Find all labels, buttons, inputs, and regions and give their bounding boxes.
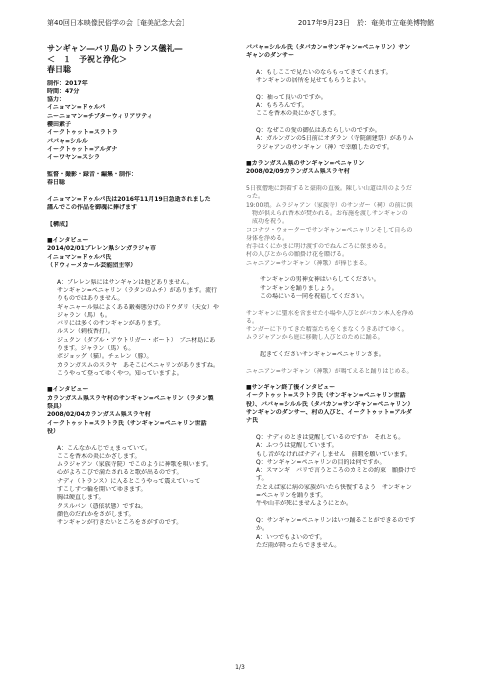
section-heading: ■インタビュー <box>47 237 89 245</box>
page-number: 1/3 <box>235 664 245 671</box>
body-line: る。 <box>246 317 259 325</box>
header-date-venue: 2017年9月23日 於：奄美市立奄美博物館 <box>297 19 434 27</box>
body-line: サンガーに下りてきた精霊たちをくまなくうきあげてゆく。 <box>246 326 408 334</box>
body-line: 顔色のだれかをさがします。 <box>57 510 135 518</box>
credit-line: 櫻田素子 <box>47 120 72 128</box>
credit-line: 制作：2017年 <box>47 79 88 87</box>
section-heading: 2014/02/01プレレン県シンガラジャ市 <box>47 245 156 253</box>
section-heading: 2008/02/04カランガスム県スラヤ村 <box>47 411 151 419</box>
dedication-line: 謹んでこの作品を御魂に捧げます <box>47 203 138 211</box>
song-line: サンギャンを踊りましょう。 <box>260 284 338 292</box>
body-line: った。 <box>246 193 265 201</box>
body-line: 身体を浄める。 <box>246 234 289 242</box>
body-line: 成功を祝う。 <box>246 218 289 226</box>
body-line: バリには多くのサンギャンがあります。 <box>57 320 165 328</box>
right-column <box>246 44 440 550</box>
section-heading: ■サンギャン終了後インタビュー <box>246 384 336 392</box>
interview-3-body <box>246 434 440 550</box>
body-line: 19:00頃。ムラジャアン（家族寺）のサンガー（祠）の前に供 <box>246 201 413 209</box>
left-column <box>47 44 243 528</box>
section-heading: ババャ=シルル氏（タバカン=サンギャン=ペニャリン）サン <box>246 44 411 51</box>
song-1 <box>246 276 440 301</box>
dedication-line: イニョマン=ドゥルパ氏は2016年11月19日急逝されました <box>47 195 211 203</box>
body-line: =ペニャリンを踊ります。 <box>256 492 327 500</box>
body-line: ニャニアン=サンギャン（神歌）が捧じまる。 <box>246 259 371 267</box>
credit-line: 協力： <box>47 96 66 104</box>
section-heading: イークトゥット=スラトラ氏（サンギャン=ペニャリン世話 <box>246 392 406 400</box>
credit-line: ババャ=シルル <box>47 137 88 145</box>
body-line: クスルバン（憑依状態）ですね。 <box>57 502 147 510</box>
body-line: ニャニアン=サンギャン（神歌）が鳴てえると踊りはじめる。 <box>246 367 413 375</box>
section-heading: ■インタビュー <box>47 386 89 394</box>
credit-line: イークトゥット=スラトラ <box>47 129 118 137</box>
section-heading: イークトゥット=スラトラ氏（サンギャン=ペニャリン世話 <box>47 419 207 427</box>
body-line: A：もちろんです。 <box>256 102 308 110</box>
body-line: ジャラン（馬）も。 <box>57 311 111 319</box>
body-line: A：もしここで見たいのならもってきてくれます。 <box>256 68 392 76</box>
section-2-body <box>246 185 440 268</box>
credit-line: イニョマン=ドゥルパ <box>47 104 106 112</box>
body-line: A：こんなかんじでぇまっていて。 <box>57 444 151 452</box>
section-heading: 役） <box>47 427 60 435</box>
film-subtitle: ＜ １ 予祝と浄化＞ <box>47 54 127 64</box>
body-line: こうやって登ってゆくやつ。知っていますよ。 <box>57 369 183 377</box>
film-title: サンギャン―バリ島のトランス儀礼― <box>47 44 183 53</box>
body-line: もし音がなければナディしません 前暇を願いています。 <box>256 450 412 458</box>
body-line: A：スマンギ バリで言うところのカミとの約束 願掛けで <box>256 467 416 475</box>
body-line: 胸は硬直します。 <box>57 494 105 502</box>
body-line: 牛や山羊が死にませんようにとか。 <box>256 500 353 508</box>
staff-line: 春日聡 <box>47 179 66 187</box>
body-line: Q：ナディのときは覚醒しているのですか それとも。 <box>256 433 405 441</box>
body-line: 右手はくにかまに明け渡すのでねんごろに保まめる。 <box>246 243 391 251</box>
section-3-body <box>246 310 440 343</box>
body-line: サンギャンの居所を見せてもらうとよい。 <box>256 77 370 85</box>
body-line: ギャニャール県によくある鍛奏態分けのドウダリ（天女）や <box>57 303 219 311</box>
body-line: ここを香木の炎にかざします。 <box>256 110 340 118</box>
body-line: す。 <box>256 475 268 483</box>
body-line: ムラジャアン（家族寺院）でこのように神歌を唄います。 <box>57 461 213 469</box>
song-line: この場にいる一同を祝福してください。 <box>260 292 369 300</box>
body-line: Q：サンギャン=ペニャリンの目的は何ですか。 <box>256 458 386 466</box>
intro-body <box>246 69 440 152</box>
body-line: ココナツ・ウォークーでサンギャン=ペニャリンそして自らの <box>246 226 413 234</box>
section-heading: カランガスム県スラヤ村のサンギャン=ペニャリン（ラタン製 <box>47 394 214 402</box>
interview-1-body <box>47 279 243 379</box>
section-heading: （ドウィーメカール芸能団主宰） <box>47 262 137 270</box>
section-heading: イニョマン=ドゥルパ氏 <box>47 253 112 261</box>
body-line: すこしずつ輪を開いてゆきます。 <box>57 486 147 494</box>
section-heading: ギャンのダンサー <box>246 52 295 60</box>
body-line: 心がよろこびで満たされると歌が出るのです。 <box>57 469 183 477</box>
body-line: ラジャアンのサンギャン（神）で幸願したのです。 <box>256 143 393 151</box>
body-line: サンギャン=ペニャリン（ラタンのムチ）があります。流行 <box>57 286 218 294</box>
body-line: カランガスムのスラヤ あそこにペニャリンがありますね。 <box>57 361 220 369</box>
credit-line: イーワヤン=スシラ <box>47 154 100 162</box>
body-line: ムラジャアンから庭に移動し人びとのために踊る。 <box>246 334 384 342</box>
song-line: 起きてくださいサンギャン=ペニャリンさま。 <box>260 350 385 358</box>
body-line: ルスン（刺枝香打）。 <box>57 328 114 336</box>
body-line: サンギャンに聖水を含ませた小場や人びとがバカン本人を浄め <box>246 309 414 317</box>
body-line: 物が供えられ香木が焚かれる。お布施を渡しサンギャンの <box>246 209 408 217</box>
credit-line: イークトゥット=アルダナ <box>47 145 118 153</box>
body-line: A：いつでもよいのです。 <box>256 533 326 541</box>
body-line: A：ふつうは覚醒しています。 <box>256 442 338 450</box>
body-line: サンギャンが行きたいところをさがすのです。 <box>57 519 183 527</box>
body-line: Q：なぜこの愛の御仏はあたらしいのですか。 <box>256 126 381 134</box>
staff-line: 監督・撮影・録音・編集・制作： <box>47 170 138 178</box>
body-line: ここを香木の炎にかざします。 <box>57 452 141 460</box>
body-line: Q：サンギャン=ペニャリンはいつ踊ることができるのです <box>256 516 416 524</box>
body-line: ナディ（トランス）に入るとこうやって震えていって <box>57 477 201 485</box>
credit-line: ニーニョマン=チプターウィリアワティ <box>47 112 153 120</box>
body-line: ジュクン（ダブル・アウトリガー・ボート） プニ材島にあ <box>57 336 216 344</box>
section-heading: 祭具） <box>47 403 66 411</box>
body-line: 5日夜僧地に到着すると豪雨の直後。陳しい山道は川のようだ <box>246 185 412 193</box>
section-heading: サンギャンのダンサー、村の人びと、イークトゥット=アルダ <box>246 409 412 417</box>
section-heading: ■カランガスム県のサンギャン=ペニャリン <box>246 160 365 168</box>
body-line: ボジョッグ（猫）。チェレン（豚）。 <box>57 353 153 361</box>
section-heading: 役）、ババャ=シルル氏（タバカン=サンギャン=ペニャリン） <box>246 400 414 408</box>
body-line: Q：袖って良いのですか。 <box>256 93 327 101</box>
section-heading: ナ氏 <box>246 417 259 425</box>
composition-heading: 【構成】 <box>47 220 72 228</box>
body-line: たとえば家に病の家族がいたら快復するよう サンギャン <box>256 483 412 491</box>
body-line: りものではありません。 <box>57 295 124 303</box>
body-line: ります。ジャラン（馬）も。 <box>57 345 135 352</box>
body-line: ただ雨が降ったらできません。 <box>256 541 341 549</box>
body-line: A：ガルンガンの5日前にオダラン（寺院創建祭）がありム <box>256 135 414 143</box>
film-author: 春日聡 <box>47 65 71 74</box>
body-line: 村の人びとからの願掛け花を贈げる。 <box>246 251 349 259</box>
credit-line: 時間：47分 <box>47 87 80 95</box>
header-event-title: 第40回日本映像民俗学の会［奄美記念大会］ <box>47 19 189 27</box>
interview-2-body <box>47 445 243 528</box>
song-line: サンギャンの男神女神はいらしてください。 <box>260 276 380 284</box>
credits-list <box>47 80 243 163</box>
body-line: A：プレレン県にはサンギャンは他どありません。 <box>57 278 193 286</box>
section-heading: 2008/02/09カランガスム県スラヤ村 <box>246 168 350 176</box>
body-line: か。 <box>256 525 269 533</box>
